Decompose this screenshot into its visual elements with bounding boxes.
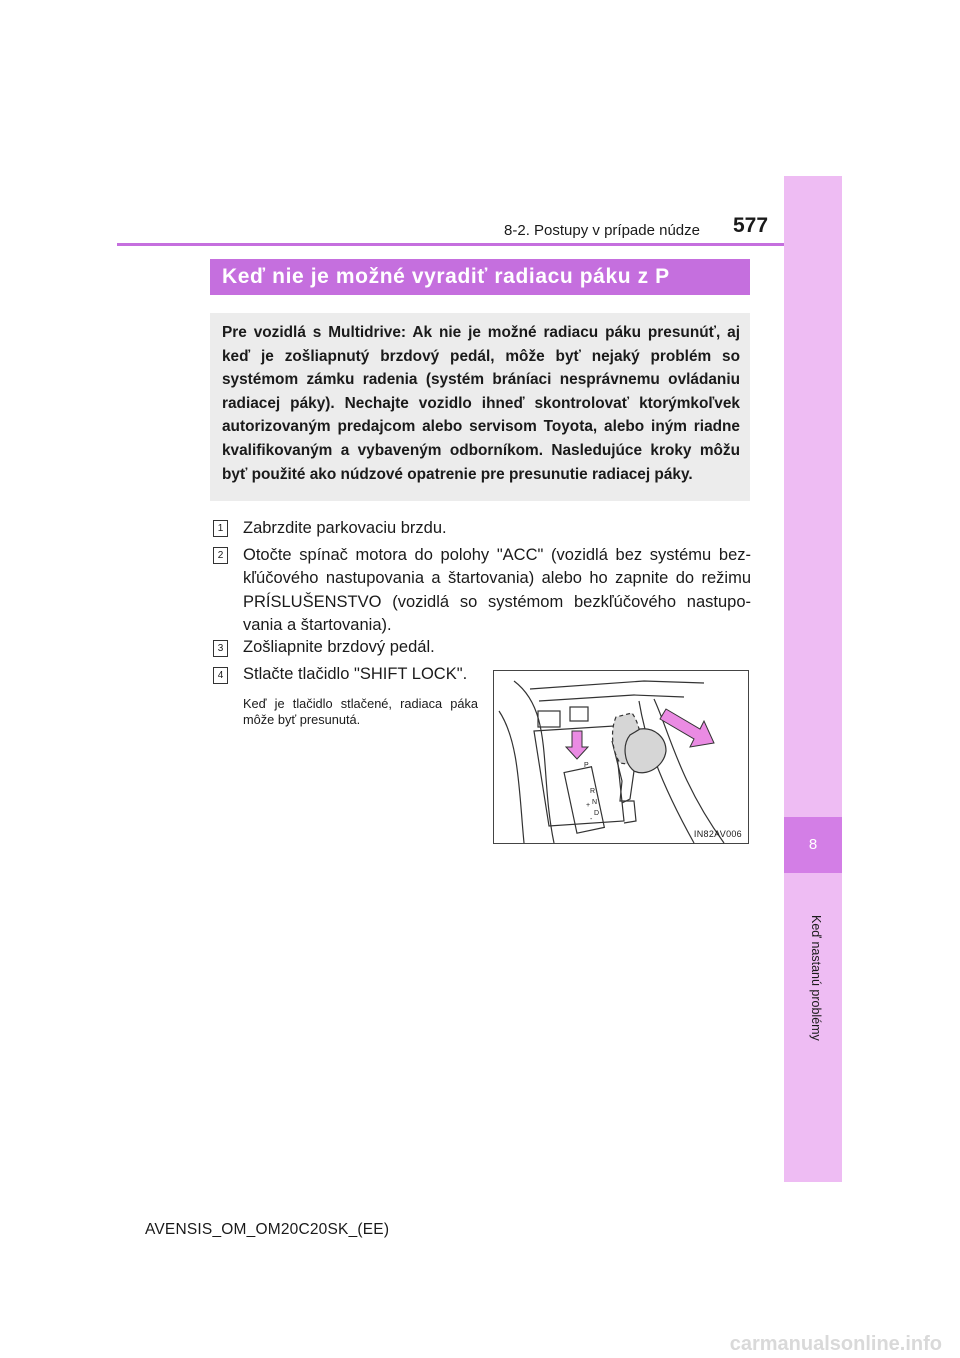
section-title: 8-2. Postupy v prípade núdze xyxy=(504,222,700,239)
page-title: Keď nie je možné vyradiť radiacu páku z P xyxy=(222,265,670,288)
shift-lock-illustration xyxy=(493,670,749,844)
gear-label-n: N xyxy=(592,799,598,806)
step-number-3: 3 xyxy=(213,640,228,657)
step-text-3: Zošliapnite brzdový pedál. xyxy=(243,638,435,656)
footer-doc-id: AVENSIS_OM_OM20C20SK_(EE) xyxy=(145,1221,390,1238)
step-number-2: 2 xyxy=(213,547,228,564)
chapter-title: Keď nastanú problémy xyxy=(809,915,823,1041)
step-note: Keď je tlačidlo stlačené, radiaca páka môže byť presunutá. xyxy=(243,696,478,727)
gear-label-p: P xyxy=(584,762,589,769)
header-divider xyxy=(117,243,784,246)
gear-label-plus: + xyxy=(586,802,591,809)
gear-label-d: D xyxy=(594,810,600,817)
title-bar xyxy=(210,259,750,295)
chapter-tab[interactable] xyxy=(784,817,842,873)
gear-label-minus: - xyxy=(590,816,593,823)
step-number-1: 1 xyxy=(213,520,228,537)
gear-label-r: R xyxy=(590,788,596,795)
step-text-1: Zabrzdite parkovaciu brzdu. xyxy=(243,519,447,537)
press-arrow-icon xyxy=(566,731,588,759)
watermark: carmanualsonline.info xyxy=(729,1333,942,1355)
step-text-4: Stlačte tlačidlo "SHIFT LOCK". xyxy=(243,665,468,683)
illustration-code: IN82AV006 xyxy=(693,829,742,839)
chapter-number: 8 xyxy=(808,836,818,853)
info-box: Pre vozidlá s Multidrive: Ak nie je možné radiacu páku presunúť, aj keď je zošliapnutý brzdový pedál, môže byť nejaký problém so systémom zámku radenia (systém bráníaci nesprávnemu ovládaniu radiacej páky). Nechajte vozidlo ihneď skontrolovať ktorýmkoľvek autorizovaným predajcom alebo servisom Toyota, alebo iným riadne kvalifikovaným a vybaveným odborníkom. Nasledujúce kroky môžu byť použité ako núdzové opatrenie pre presunutie radiacej páky. xyxy=(210,313,750,501)
step-number-4: 4 xyxy=(213,667,228,684)
page-number: 577 xyxy=(733,214,769,237)
shift-lever-drawing xyxy=(494,671,750,845)
move-arrow-icon xyxy=(660,709,714,747)
step-text-2: Otočte spínač motora do polohy "ACC" (vozidlá bez systému bez-kľúčového nastupovania a štartovania) alebo ho zapnite do režimu PRÍSLUŠENSTVO (vozidlá so systémom bezkľúčového nastupo-vania a štartovania). xyxy=(243,546,751,634)
